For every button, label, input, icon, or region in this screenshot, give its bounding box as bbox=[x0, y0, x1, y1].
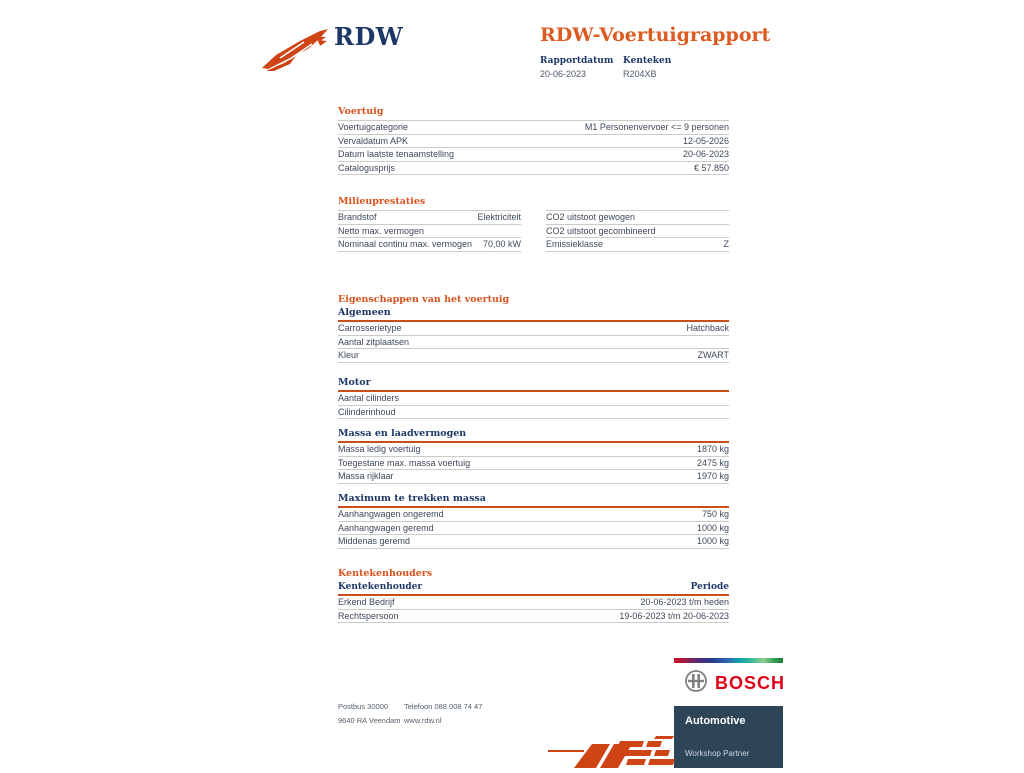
page-title: RDW-Voertuigrapport bbox=[540, 24, 771, 46]
footer-address-line2: 9640 RA Veendam bbox=[338, 716, 401, 725]
footer-address bbox=[338, 700, 401, 728]
row-value: M1 Personenvervoer <= 9 personen bbox=[584, 122, 729, 133]
section-massa bbox=[338, 428, 729, 484]
row-value: 1000 kg bbox=[696, 522, 729, 533]
section-title: Eigenschappen van het voertuig bbox=[338, 294, 510, 305]
row-label: Aantal zitplaatsen bbox=[338, 336, 410, 347]
row-label: Massa ledig voertuig bbox=[338, 444, 421, 455]
table-row bbox=[338, 121, 729, 135]
section-trekken bbox=[338, 493, 729, 549]
table-row bbox=[338, 508, 729, 522]
footer-website: www.rdw.nl bbox=[404, 716, 442, 725]
report-date-label: Rapportdatum bbox=[540, 56, 614, 66]
section-milieuprestaties bbox=[338, 196, 729, 252]
table-row bbox=[338, 443, 729, 457]
table-row bbox=[338, 162, 729, 176]
row-value: 750 kg bbox=[701, 509, 729, 520]
section-title: Voertuig bbox=[338, 106, 384, 117]
bosch-supergraphic-stripe bbox=[674, 658, 783, 663]
table-row bbox=[338, 457, 729, 471]
column-header-periode: Periode bbox=[690, 582, 729, 592]
section-motor bbox=[338, 377, 729, 419]
row-value: 20-06-2023 t/m heden bbox=[640, 597, 729, 608]
license-plate-value: R204XB bbox=[623, 69, 657, 79]
table-row bbox=[338, 596, 729, 610]
row-label: Nominaal continu max. vermogen bbox=[338, 239, 473, 250]
row-label: Aanhangwagen ongeremd bbox=[338, 509, 444, 520]
row-label: Cilinderinhoud bbox=[338, 406, 396, 417]
kentekenhouders-header-row bbox=[338, 582, 729, 596]
milieu-right-column bbox=[546, 210, 729, 252]
table-row bbox=[338, 470, 729, 484]
report-date-block bbox=[540, 56, 623, 79]
table-row bbox=[338, 535, 729, 549]
bosch-wordmark: BOSCH bbox=[715, 673, 786, 693]
subsection-title: Massa en laadvermogen bbox=[338, 428, 729, 443]
table-row bbox=[338, 522, 729, 536]
row-value: 12-05-2026 bbox=[682, 135, 729, 146]
row-value: Elektriciteit bbox=[477, 212, 521, 223]
table-row bbox=[546, 211, 729, 225]
row-label: Carrosserietype bbox=[338, 323, 402, 334]
partner-box-title: Automotive bbox=[685, 715, 746, 727]
section-algemeen bbox=[338, 307, 729, 363]
row-label: CO2 uitstoot gecombineerd bbox=[546, 225, 656, 236]
row-value: 2475 kg bbox=[696, 457, 729, 468]
section-kentekenhouders bbox=[338, 568, 729, 623]
table-row bbox=[338, 349, 729, 363]
report-meta bbox=[540, 56, 671, 79]
rdw-logo-text: RDW bbox=[334, 22, 404, 51]
row-label: Erkend Bedrijf bbox=[338, 597, 395, 608]
column-header-kentekenhouder: Kentekenhouder bbox=[338, 582, 423, 592]
bosch-partner-box bbox=[674, 706, 783, 768]
footer-address-line1: Postbus 30000 bbox=[338, 702, 389, 711]
license-block bbox=[623, 56, 671, 79]
row-label: Vervaldatum APK bbox=[338, 135, 409, 146]
table-row bbox=[338, 336, 729, 350]
row-label: Catalogusprijs bbox=[338, 162, 396, 173]
subsection-title: Maximum te trekken massa bbox=[338, 493, 729, 508]
subsection-title: Algemeen bbox=[338, 307, 729, 322]
footer-phone: Telefoon 088 008 74 47 bbox=[404, 702, 483, 711]
row-label: Voertuigcategorie bbox=[338, 122, 409, 133]
row-value: 1970 kg bbox=[696, 471, 729, 482]
rdw-bird-logo-icon bbox=[260, 28, 330, 72]
section-voertuig bbox=[338, 106, 729, 175]
row-label: Aanhangwagen geremd bbox=[338, 522, 434, 533]
bosch-logo bbox=[684, 669, 785, 698]
bosch-armature-icon bbox=[684, 669, 708, 698]
milieu-left-column bbox=[338, 210, 521, 252]
row-value: 19-06-2023 t/m 20-06-2023 bbox=[619, 610, 729, 621]
row-value: € 57.850 bbox=[693, 162, 729, 173]
table-row bbox=[546, 238, 729, 252]
row-value: 70,00 kW bbox=[482, 239, 521, 250]
row-label: Middenas geremd bbox=[338, 536, 411, 547]
rdw-wing-graphic bbox=[544, 736, 676, 773]
section-title: Kentekenhouders bbox=[338, 568, 433, 579]
table-row bbox=[338, 211, 521, 225]
footer-contact bbox=[404, 700, 482, 728]
section-title: Milieuprestaties bbox=[338, 196, 426, 207]
row-label: Emissieklasse bbox=[546, 239, 604, 250]
table-row bbox=[338, 406, 729, 420]
partner-box-subtitle: Workshop Partner bbox=[685, 749, 750, 758]
table-row bbox=[338, 392, 729, 406]
row-value: 20-06-2023 bbox=[682, 149, 729, 160]
row-label: Brandstof bbox=[338, 212, 377, 223]
row-label: Datum laatste tenaamstelling bbox=[338, 149, 455, 160]
license-label: Kenteken bbox=[623, 56, 672, 66]
table-row bbox=[338, 148, 729, 162]
section-eigenschappen-title bbox=[338, 294, 729, 308]
report-date-value: 20-06-2023 bbox=[540, 69, 587, 79]
table-row bbox=[338, 322, 729, 336]
row-value: 1870 kg bbox=[696, 444, 729, 455]
table-row bbox=[338, 238, 521, 252]
row-label: Aantal cilinders bbox=[338, 393, 400, 404]
row-label: Rechtspersoon bbox=[338, 610, 399, 621]
row-label: Kleur bbox=[338, 350, 360, 361]
subsection-title: Motor bbox=[338, 377, 729, 392]
row-label: Toegestane max. massa voertuig bbox=[338, 457, 471, 468]
row-label: CO2 uitstoot gewogen bbox=[546, 212, 636, 223]
row-label: Netto max. vermogen bbox=[338, 225, 425, 236]
row-label: Massa rijklaar bbox=[338, 471, 394, 482]
table-row bbox=[338, 225, 521, 239]
row-value: Hatchback bbox=[686, 323, 729, 334]
row-value: 1000 kg bbox=[696, 536, 729, 547]
table-row bbox=[338, 135, 729, 149]
table-row bbox=[546, 225, 729, 239]
table-row bbox=[338, 610, 729, 624]
row-value: ZWART bbox=[697, 350, 729, 361]
row-value: Z bbox=[723, 239, 729, 250]
